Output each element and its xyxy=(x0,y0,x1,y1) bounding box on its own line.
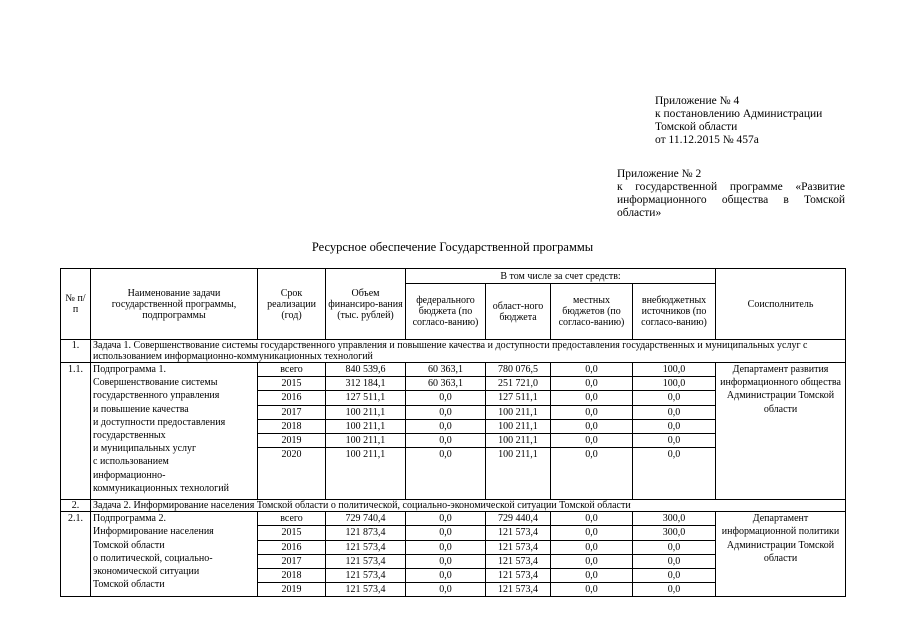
federal-cell: 0,0 xyxy=(406,434,486,448)
header-federal: федерального бюджета (по согласо-ванию) xyxy=(406,284,486,340)
local-cell: 0,0 xyxy=(551,448,633,500)
subprogram-name-line: и муниципальных услуг xyxy=(93,443,197,455)
federal-cell: 0,0 xyxy=(406,583,486,597)
federal-cell: 0,0 xyxy=(406,526,486,540)
task-text: Задача 2. Информирование населения Томской области о политической, социально-экономической ситуации Томской области xyxy=(91,500,846,512)
task-number: 2. xyxy=(61,500,91,512)
coexecutor-cell: Департамент развития информационного общества Администрации Томской области xyxy=(716,363,846,500)
header-local: местных бюджетов (по согласо-ванию) xyxy=(551,284,633,340)
regional-cell: 121 573,4 xyxy=(486,583,551,597)
appendix-2-line: информационного общества в Томской xyxy=(617,194,845,206)
volume-cell: 121 573,4 xyxy=(326,569,406,583)
volume-cell: 729 740,4 xyxy=(326,512,406,526)
task-text: Задача 1. Совершенствование системы государственного управления и повышение качества и доступности предоставления государственных и муниципальных услуг с использованием информационно-коммуникационных технологий xyxy=(91,340,846,363)
header-num: № п/п xyxy=(61,269,91,340)
table-row xyxy=(61,363,846,377)
local-cell: 0,0 xyxy=(551,377,633,391)
local-cell: 0,0 xyxy=(551,526,633,540)
offbudget-cell: 0,0 xyxy=(633,569,716,583)
offbudget-cell: 0,0 xyxy=(633,391,716,405)
volume-cell: 121 873,4 xyxy=(326,526,406,540)
year-cell: 2015 xyxy=(258,526,326,540)
volume-cell: 840 539,6 xyxy=(326,363,406,377)
subprogram-name-line: экономической ситуации xyxy=(93,566,200,578)
header-including: В том числе за счет средств: xyxy=(406,269,716,284)
regional-cell: 127 511,1 xyxy=(486,391,551,405)
offbudget-cell: 100,0 xyxy=(633,377,716,391)
local-cell: 0,0 xyxy=(551,434,633,448)
local-cell: 0,0 xyxy=(551,569,633,583)
offbudget-cell: 0,0 xyxy=(633,583,716,597)
appendix-4-line: Томской области xyxy=(655,121,738,133)
regional-cell: 251 721,0 xyxy=(486,377,551,391)
year-cell: 2020 xyxy=(258,448,326,500)
federal-cell: 0,0 xyxy=(406,405,486,419)
appendix-4-line: от 11.12.2015 № 457а xyxy=(655,134,759,146)
regional-cell: 121 573,4 xyxy=(486,540,551,554)
local-cell: 0,0 xyxy=(551,363,633,377)
subprogram-name-line: Подпрограмма 2. xyxy=(93,513,166,525)
regional-cell: 121 573,4 xyxy=(486,554,551,568)
coexecutor-cell: Департамент информационной политики Администрации Томской области xyxy=(716,512,846,597)
subprogram-name-line: Томской области xyxy=(93,539,165,551)
offbudget-cell: 0,0 xyxy=(633,554,716,568)
volume-cell: 100 211,1 xyxy=(326,419,406,433)
volume-cell: 100 211,1 xyxy=(326,448,406,500)
local-cell: 0,0 xyxy=(551,419,633,433)
federal-cell: 0,0 xyxy=(406,419,486,433)
regional-cell: 780 076,5 xyxy=(486,363,551,377)
federal-cell: 60 363,1 xyxy=(406,377,486,391)
subprogram-number: 1.1. xyxy=(61,363,91,500)
regional-cell: 100 211,1 xyxy=(486,405,551,419)
subprogram-name-line: Совершенствование системы xyxy=(93,377,218,389)
header-offbudget: внебюджетных источников (по согласо-ванию) xyxy=(633,284,716,340)
task-number: 1. xyxy=(61,340,91,363)
appendix-2-header xyxy=(617,168,845,220)
year-cell: 2019 xyxy=(258,434,326,448)
federal-cell: 0,0 xyxy=(406,512,486,526)
year-cell: 2018 xyxy=(258,419,326,433)
regional-cell: 100 211,1 xyxy=(486,434,551,448)
local-cell: 0,0 xyxy=(551,583,633,597)
appendix-2-line: области» xyxy=(617,207,662,219)
year-cell: 2018 xyxy=(258,569,326,583)
subprogram-name-line: Томской области xyxy=(93,579,165,591)
subprogram-name-line: и доступности предоставления xyxy=(93,416,226,428)
offbudget-cell: 0,0 xyxy=(633,540,716,554)
volume-cell: 100 211,1 xyxy=(326,405,406,419)
appendix-2-line: Приложение № 2 xyxy=(617,168,702,180)
subprogram-name xyxy=(91,363,258,500)
header-term: Срок реализации (год) xyxy=(258,269,326,340)
subprogram-name-line: информационно- xyxy=(93,469,166,481)
volume-cell: 127 511,1 xyxy=(326,391,406,405)
offbudget-cell: 100,0 xyxy=(633,363,716,377)
subprogram-name xyxy=(91,512,258,597)
table-row xyxy=(61,512,846,526)
appendix-4-line: к постановлению Администрации xyxy=(655,108,823,120)
volume-cell: 121 573,4 xyxy=(326,583,406,597)
task-row xyxy=(61,340,846,363)
local-cell: 0,0 xyxy=(551,512,633,526)
subprogram-name-line: Подпрограмма 1. xyxy=(93,364,166,375)
year-cell: 2016 xyxy=(258,391,326,405)
volume-cell: 121 573,4 xyxy=(326,554,406,568)
subprogram-name-line: и повышение качества xyxy=(93,403,189,415)
subprogram-name-line: с использованием xyxy=(93,456,169,468)
volume-cell: 100 211,1 xyxy=(326,434,406,448)
volume-cell: 312 184,1 xyxy=(326,377,406,391)
federal-cell: 0,0 xyxy=(406,554,486,568)
year-cell: 2017 xyxy=(258,554,326,568)
appendix-4-header xyxy=(655,95,822,147)
appendix-4-line: Приложение № 4 xyxy=(655,95,740,107)
regional-cell: 100 211,1 xyxy=(486,448,551,500)
header-volume: Объем финансиро-вания (тыс. рублей) xyxy=(326,269,406,340)
header-coexecutor: Соисполнитель xyxy=(716,269,846,340)
resource-table xyxy=(60,268,846,597)
federal-cell: 0,0 xyxy=(406,540,486,554)
year-cell: 2017 xyxy=(258,405,326,419)
subprogram-name-line: коммуникационных технологий xyxy=(93,482,229,494)
year-cell: 2019 xyxy=(258,583,326,597)
local-cell: 0,0 xyxy=(551,540,633,554)
subprogram-name-line: о политической, социально- xyxy=(93,552,213,564)
header-regional: област-ного бюджета xyxy=(486,284,551,340)
offbudget-cell: 0,0 xyxy=(633,434,716,448)
offbudget-cell: 300,0 xyxy=(633,512,716,526)
federal-cell: 0,0 xyxy=(406,448,486,500)
appendix-2-line: к государственной программе «Развитие xyxy=(617,181,845,193)
local-cell: 0,0 xyxy=(551,405,633,419)
federal-cell: 0,0 xyxy=(406,391,486,405)
offbudget-cell: 300,0 xyxy=(633,526,716,540)
year-cell: 2015 xyxy=(258,377,326,391)
regional-cell: 729 440,4 xyxy=(486,512,551,526)
subprogram-name-line: государственных xyxy=(93,430,166,442)
federal-cell: 0,0 xyxy=(406,569,486,583)
regional-cell: 121 573,4 xyxy=(486,526,551,540)
year-cell: 2016 xyxy=(258,540,326,554)
federal-cell: 60 363,1 xyxy=(406,363,486,377)
offbudget-cell: 0,0 xyxy=(633,419,716,433)
offbudget-cell: 0,0 xyxy=(633,448,716,500)
regional-cell: 121 573,4 xyxy=(486,569,551,583)
volume-cell: 121 573,4 xyxy=(326,540,406,554)
regional-cell: 100 211,1 xyxy=(486,419,551,433)
subprogram-name-line: Информирование населения xyxy=(93,526,214,538)
year-cell: всего xyxy=(258,512,326,526)
local-cell: 0,0 xyxy=(551,554,633,568)
document-title: Ресурсное обеспечение Государственной программы xyxy=(311,240,594,254)
header-name: Наименование задачи государственной программы, подпрограммы xyxy=(91,269,258,340)
subprogram-name-line: государственного управления xyxy=(93,390,220,402)
offbudget-cell: 0,0 xyxy=(633,405,716,419)
year-cell: всего xyxy=(258,363,326,377)
local-cell: 0,0 xyxy=(551,391,633,405)
task-row xyxy=(61,500,846,512)
subprogram-number: 2.1. xyxy=(61,512,91,597)
